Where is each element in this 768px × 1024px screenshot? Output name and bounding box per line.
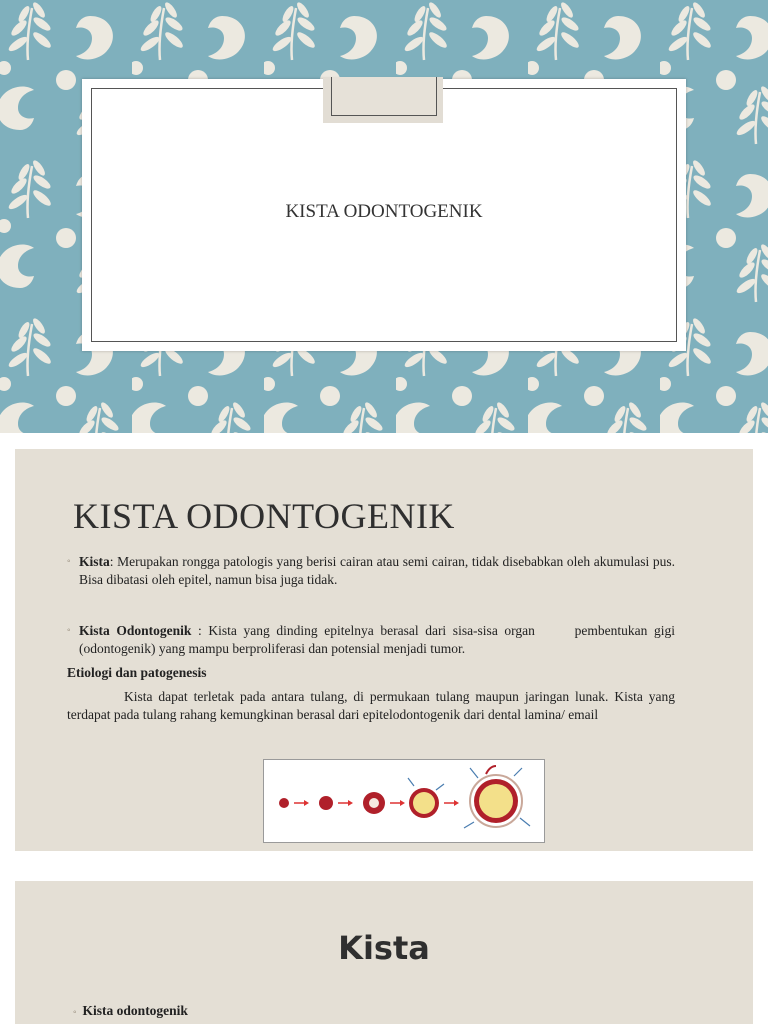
bullet-term: Kista — [79, 554, 110, 569]
slide-heading: KISTA ODONTOGENIK — [73, 496, 455, 536]
section-paragraph: Kista dapat terletak pada antara tulang, di permukaan tulang maupun jaringan lunak. Kista yang terdapat pada tulang rahang kemungkinan berasal dari epitelodontogenik dari dental lamina/ email — [67, 689, 675, 722]
small-circle-icon: ◦ — [67, 625, 71, 636]
bullet-text: Kista odontogenik — [82, 1003, 188, 1018]
content-slide — [15, 449, 753, 851]
cyst-development-figure — [263, 759, 545, 843]
title-slide — [0, 0, 768, 433]
title-card — [82, 79, 686, 351]
bullet-kista-definition — [67, 553, 675, 589]
third-slide — [15, 881, 753, 1024]
slide-title: KISTA ODONTOGENIK — [285, 201, 483, 222]
cyst-stages-illustration — [264, 760, 544, 842]
bullet-text: : Kista yang dinding epitelnya berasal dari sisa-sisa organ pembentukan gigi (odontogenik) yang mampu berproliferasi dan potensial menjadi tumor. — [79, 623, 679, 656]
bullet-kista-odontogenik — [73, 1003, 188, 1019]
section-heading: Etiologi dan patogenesis — [67, 665, 207, 680]
small-circle-icon: ◦ — [73, 1007, 77, 1018]
bullet-term: Kista Odontogenik — [79, 623, 192, 638]
cyst-stage-2 — [319, 796, 333, 810]
bullet-text: : Merupakan rongga patologis yang berisi cairan atau semi cairan, tidak disebabkan oleh akumulasi pus. Bisa dibatasi oleh epitel, namun bisa juga tidak. — [79, 554, 675, 587]
small-circle-icon: ◦ — [67, 556, 71, 567]
cyst-stage-1 — [279, 798, 289, 808]
slide-heading: Kista — [338, 929, 430, 967]
title-card-tab — [323, 77, 443, 123]
bullet-odontogenik-definition — [67, 622, 679, 658]
